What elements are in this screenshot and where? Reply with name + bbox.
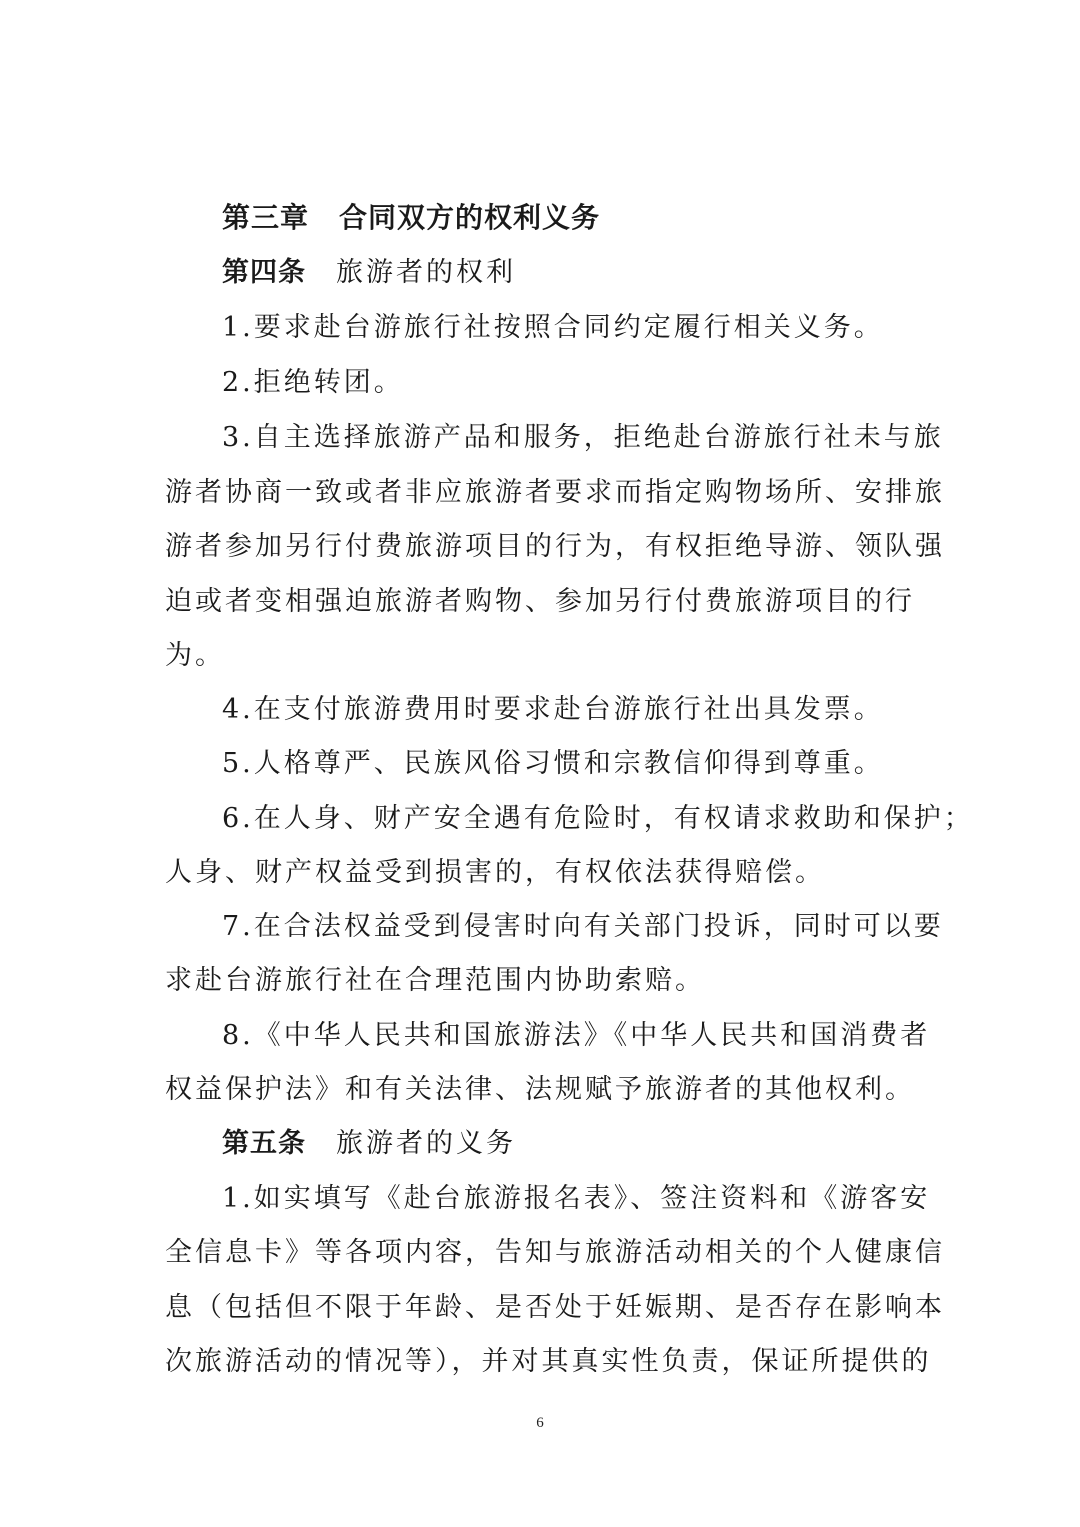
text-line: 息（包括但不限于年龄、是否处于妊娠期、是否存在影响本 — [165, 1292, 945, 1323]
chapter-label: 第三章 — [222, 201, 310, 234]
article-5-label: 第五条 — [222, 1128, 306, 1159]
text-line: 游者参加另行付费旅游项目的行为，有权拒绝导游、领队强 — [165, 531, 945, 562]
article-5-title: 旅游者的义务 — [336, 1128, 516, 1159]
text-line: 1.如实填写《赴台旅游报名表》、签注资料和《游客安 — [222, 1183, 931, 1214]
text-line: 次旅游活动的情况等），并对其真实性负责，保证所提供的 — [165, 1346, 932, 1377]
text-line: 8.《中华人民共和国旅游法》《中华人民共和国消费者 — [222, 1020, 931, 1051]
article-4-title: 旅游者的权利 — [336, 257, 516, 288]
text-line: 游者协商一致或者非应旅游者要求而指定购物场所、安排旅 — [165, 477, 945, 508]
article-5-heading — [222, 1124, 516, 1164]
text-line: 人身、财产权益受到损害的，有权依法获得赔偿。 — [165, 857, 825, 888]
text-line: 6.在人身、财产安全遇有危险时，有权请求救助和保护； — [222, 803, 974, 834]
chapter-heading — [222, 198, 600, 238]
text-line: 权益保护法》和有关法律、法规赋予旅游者的其他权利。 — [165, 1074, 915, 1105]
text-line: 3.自主选择旅游产品和服务，拒绝赴台游旅行社未与旅 — [222, 422, 944, 453]
article-4-label: 第四条 — [222, 257, 306, 288]
text-line: 2.拒绝转团。 — [222, 367, 404, 398]
text-line: 迫或者变相强迫旅游者购物、参加另行付费旅游项目的行 — [165, 586, 915, 617]
text-line: 5.人格尊严、民族风俗习惯和宗教信仰得到尊重。 — [222, 748, 884, 779]
page-number: 6 — [536, 1415, 544, 1431]
article-4-heading — [222, 253, 516, 293]
text-line: 为。 — [165, 640, 225, 671]
text-line: 7.在合法权益受到侵害时向有关部门投诉，同时可以要 — [222, 911, 944, 942]
text-line: 全信息卡》等各项内容，告知与旅游活动相关的个人健康信 — [165, 1237, 945, 1268]
text-line: 4.在支付旅游费用时要求赴台游旅行社出具发票。 — [222, 694, 884, 725]
text-line: 求赴台游旅行社在合理范围内协助索赔。 — [165, 965, 705, 996]
chapter-title: 合同双方的权利义务 — [339, 201, 601, 234]
text-line: 1.要求赴台游旅行社按照合同约定履行相关义务。 — [222, 312, 884, 343]
